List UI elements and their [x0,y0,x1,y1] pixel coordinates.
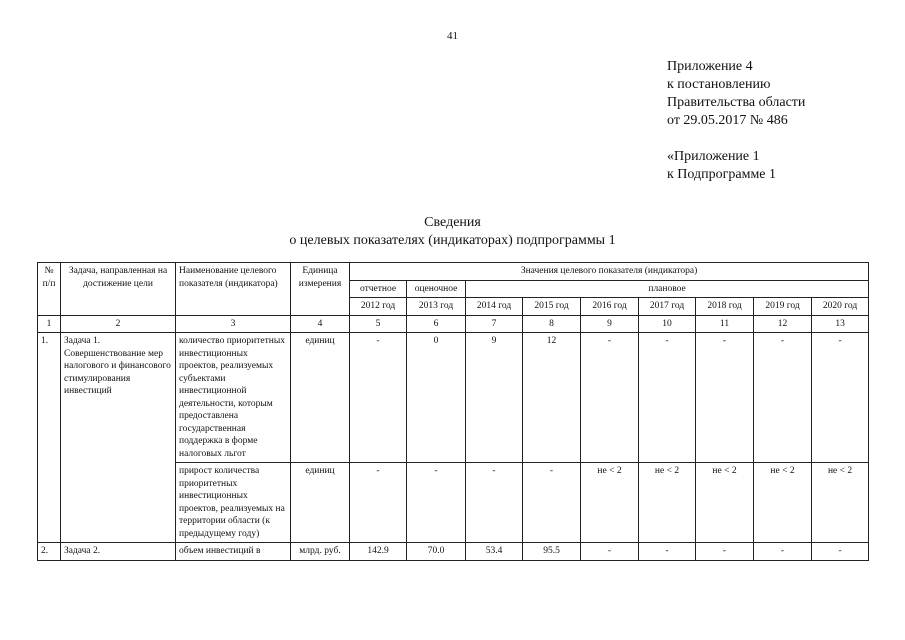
value-cell: не < 2 [812,463,869,543]
table-row [38,333,869,463]
value-cell: - [812,543,869,561]
title-line: о целевых показателях (индикаторах) подпрограммы 1 [289,233,616,248]
header-unit: Единица измерения [291,263,350,316]
value-cell: 70.0 [407,543,466,561]
header-estimated: оценочное [407,280,466,298]
column-number: 2 [61,315,176,333]
value-cell: - [350,463,407,543]
value-cell: 142.9 [350,543,407,561]
value-cell: 0 [407,333,466,463]
value-cell: - [581,543,639,561]
year-cell: 2018 год [696,298,754,316]
title-line: Сведения [424,215,481,230]
indicator-name: прирост количества приоритетных инвестиционных проектов, реализуемых на территории области (к предыдущему году) [176,463,291,543]
value-cell: не < 2 [639,463,696,543]
row-num: 2. [38,543,61,561]
header-reported: отчетное [350,280,407,298]
table-row [38,543,869,561]
value-cell: - [639,333,696,463]
column-number: 12 [754,315,812,333]
appendix-block [667,58,805,130]
header-indicator-name: Наименование целевого показателя (индикатора) [176,263,291,316]
column-number: 4 [291,315,350,333]
column-number: 11 [696,315,754,333]
row-task: Задача 2. [61,543,176,561]
column-number: 1 [38,315,61,333]
value-cell: - [754,543,812,561]
value-cell: - [523,463,581,543]
appendix-line: Приложение 4 [667,59,753,74]
header-row [38,263,869,281]
year-cell: 2012 год [350,298,407,316]
column-number: 7 [466,315,523,333]
value-cell: не < 2 [696,463,754,543]
indicator-unit: единиц [291,463,350,543]
row-num: 1. [38,333,61,543]
appendix-line: к постановлению [667,77,771,92]
value-cell: не < 2 [754,463,812,543]
value-cell: - [639,543,696,561]
value-cell: - [407,463,466,543]
value-cell: 12 [523,333,581,463]
value-cell: 95.5 [523,543,581,561]
year-cell: 2015 год [523,298,581,316]
year-cell: 2020 год [812,298,869,316]
appendix2-line: «Приложение 1 [667,149,760,164]
value-cell: - [812,333,869,463]
document-title [0,214,905,250]
header-num: № п/п [38,263,61,316]
value-cell: - [350,333,407,463]
appendix-line: от 29.05.2017 № 486 [667,113,788,128]
year-cell: 2016 год [581,298,639,316]
indicators-table [37,262,869,561]
value-cell: - [696,543,754,561]
year-cell: 2014 год [466,298,523,316]
header-values: Значения целевого показателя (индикатора) [350,263,869,281]
year-cell: 2019 год [754,298,812,316]
value-cell: - [754,333,812,463]
page-number: 41 [447,30,458,42]
column-numbers-row [38,315,869,333]
header-task: Задача, направленная на достижение цели [61,263,176,316]
indicator-name: количество приоритетных инвестиционных проектов, реализуемых субъектами инвестиционной деятельности, которым предоставлена государственная поддержка в форме налоговых льгот [176,333,291,463]
column-number: 13 [812,315,869,333]
column-number: 6 [407,315,466,333]
column-number: 5 [350,315,407,333]
value-cell: 53.4 [466,543,523,561]
column-number: 8 [523,315,581,333]
year-cell: 2017 год [639,298,696,316]
value-cell: - [581,333,639,463]
value-cell: - [466,463,523,543]
appendix-line: Правительства области [667,95,806,110]
appendix2-block [667,148,776,184]
column-number: 3 [176,315,291,333]
value-cell: 9 [466,333,523,463]
indicator-name: объем инвестиций в [176,543,291,561]
indicator-unit: млрд. руб. [291,543,350,561]
appendix2-line: к Подпрограмме 1 [667,167,777,182]
row-task: Задача 1. Совершенствование мер налогового и финансового стимулирования инвестиций [61,333,176,543]
header-planned: плановое [466,280,869,298]
value-cell: - [696,333,754,463]
column-number: 9 [581,315,639,333]
year-cell: 2013 год [407,298,466,316]
value-cell: не < 2 [581,463,639,543]
column-number: 10 [639,315,696,333]
indicator-unit: единиц [291,333,350,463]
